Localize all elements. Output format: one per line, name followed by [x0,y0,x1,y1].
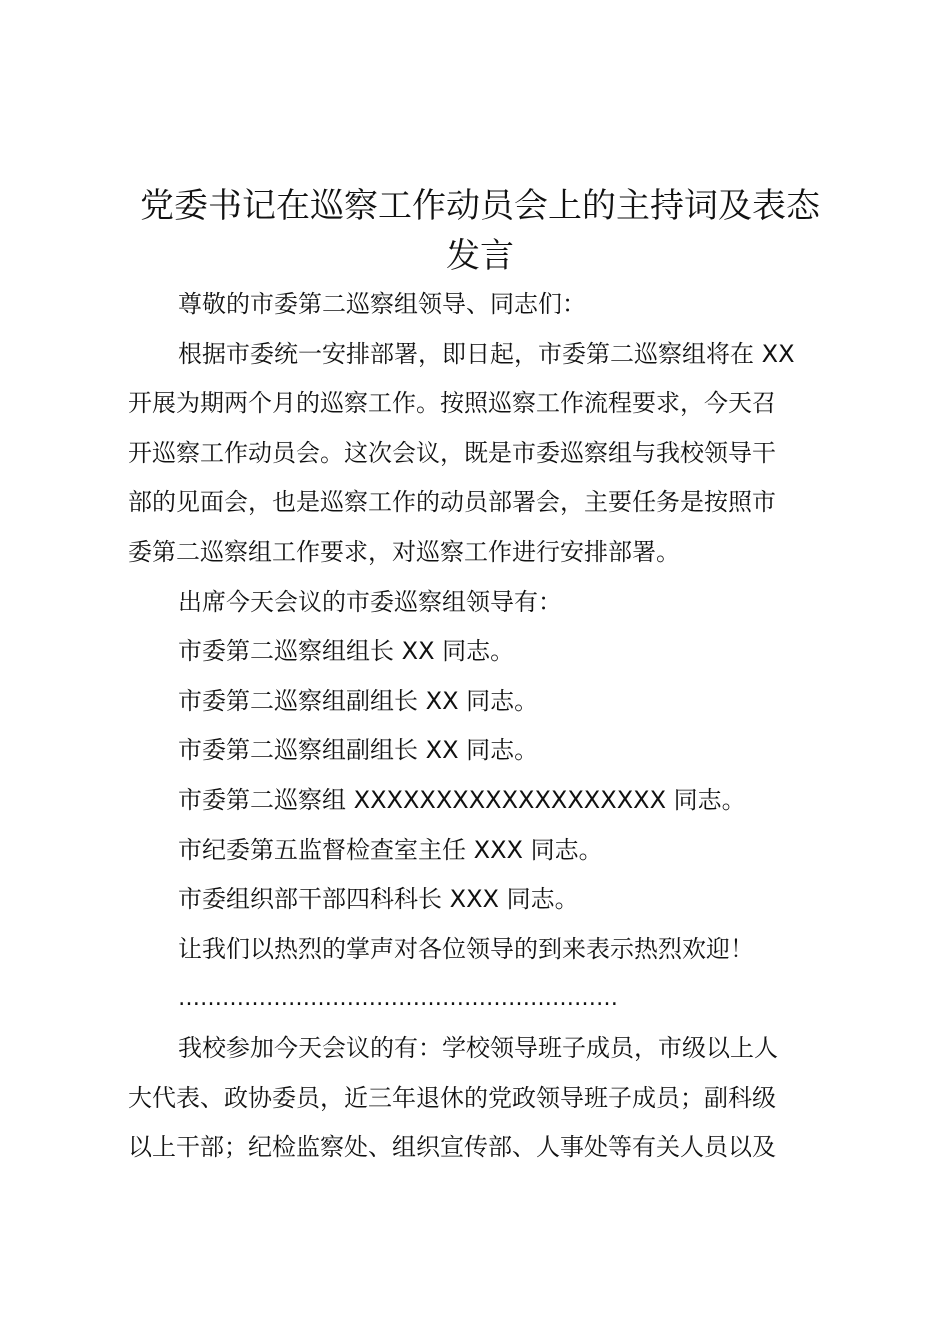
paragraph-line: 出席今天会议的市委巡察组领导有： [178,587,562,616]
attendee-line: 市纪委第五监督检查室主任 XXX 同志。 [178,835,603,864]
paragraph-line: 让我们以热烈的掌声对各位领导的到来表示热烈欢迎！ [178,934,754,963]
document-title-line-2: 发言 [446,236,514,276]
ellipsis-separator: …………………………………………………… [178,986,618,1012]
paragraph-line: 以上干部；纪检监察处、组织宣传部、人事处等有关人员以及 [128,1133,776,1162]
paragraph-line: 我校参加今天会议的有：学校领导班子成员，市级以上人 [178,1033,778,1062]
attendee-line: 市委第二巡察组副组长 XX 同志。 [178,686,539,715]
paragraph-line: 开展为期两个月的巡察工作。按照巡察工作流程要求，今天召 [128,389,776,418]
attendee-line: 市委组织部干部四科科长 XXX 同志。 [178,885,579,914]
attendee-line: 市委第二巡察组 XXXXXXXXXXXXXXXXXXX 同志。 [178,785,746,814]
document-title-line-1: 党委书记在巡察工作动员会上的主持词及表态 [140,186,820,226]
paragraph-line: 部的见面会，也是巡察工作的动员部署会，主要任务是按照市 [128,488,776,517]
salutation: 尊敬的市委第二巡察组领导、同志们： [178,290,586,318]
attendee-line: 市委第二巡察组副组长 XX 同志。 [178,736,539,765]
attendee-line: 市委第二巡察组组长 XX 同志。 [178,637,515,666]
paragraph-line: 开巡察工作动员会。这次会议，既是市委巡察组与我校领导干 [128,438,776,467]
document-body [128,280,834,1173]
paragraph-line: 大代表、政协委员，近三年退休的党政领导班子成员；副科级 [128,1083,776,1112]
paragraph-line: 委第二巡察组工作要求，对巡察工作进行安排部署。 [128,537,680,566]
paragraph-line: 根据市委统一安排部署，即日起，市委第二巡察组将在 XX [178,339,795,368]
